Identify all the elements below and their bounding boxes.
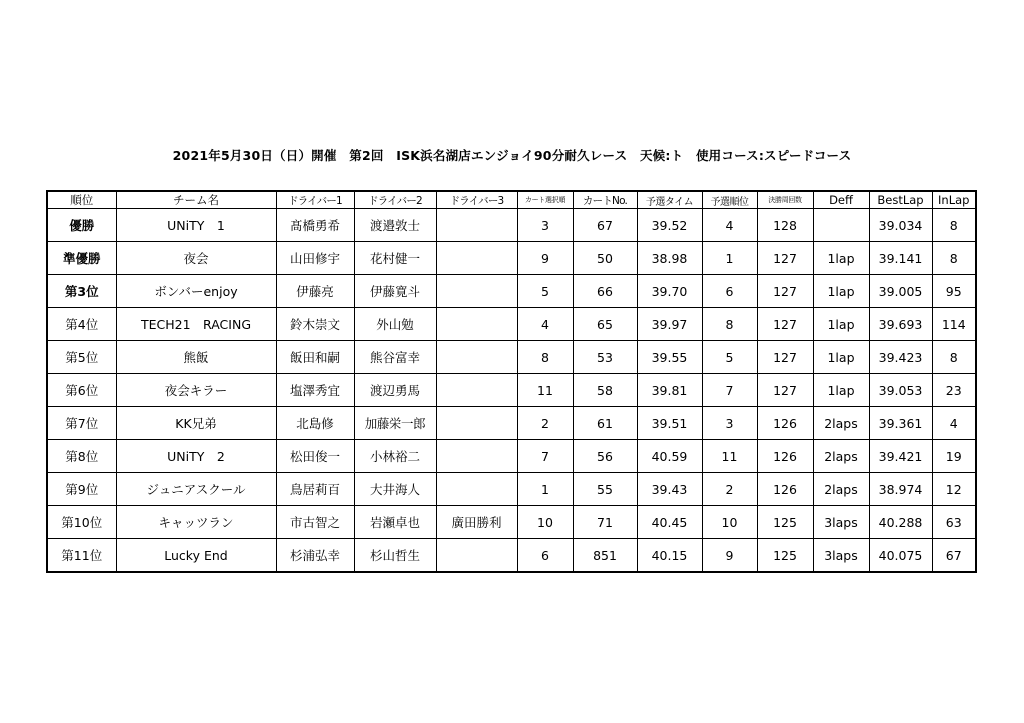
laps-cell: 126 <box>757 440 813 473</box>
driver2-cell: 加藤栄一郎 <box>354 407 436 440</box>
driver2-cell: 外山勉 <box>354 308 436 341</box>
driver1-cell: 伊藤亮 <box>276 275 354 308</box>
kart-no-cell: 58 <box>573 374 637 407</box>
driver3-cell <box>436 407 517 440</box>
inlap-cell: 8 <box>932 341 976 374</box>
team-cell: TECH21 RACING <box>116 308 276 341</box>
driver2-cell: 渡邉敦士 <box>354 209 436 242</box>
kart-order-cell: 2 <box>517 407 573 440</box>
laps-cell: 126 <box>757 473 813 506</box>
driver1-cell: 松田俊一 <box>276 440 354 473</box>
rank-cell: 準優勝 <box>47 242 116 275</box>
driver2-cell: 大井海人 <box>354 473 436 506</box>
kart-no-cell: 56 <box>573 440 637 473</box>
qual-time-cell: 39.70 <box>637 275 702 308</box>
kart-order-cell: 5 <box>517 275 573 308</box>
inlap-cell: 23 <box>932 374 976 407</box>
header-diff: Deff <box>813 191 869 209</box>
header-kart-no: カートNo. <box>573 191 637 209</box>
inlap-cell: 63 <box>932 506 976 539</box>
kart-no-cell: 66 <box>573 275 637 308</box>
driver3-cell <box>436 308 517 341</box>
driver3-cell <box>436 341 517 374</box>
driver3-cell <box>436 242 517 275</box>
rank-cell: 第9位 <box>47 473 116 506</box>
driver1-cell: 飯田和嗣 <box>276 341 354 374</box>
driver2-cell: 渡辺勇馬 <box>354 374 436 407</box>
driver1-cell: 市古智之 <box>276 506 354 539</box>
header-rank: 順位 <box>47 191 116 209</box>
driver2-cell: 岩瀬卓也 <box>354 506 436 539</box>
qual-time-cell: 39.97 <box>637 308 702 341</box>
driver2-cell: 伊藤寛斗 <box>354 275 436 308</box>
kart-no-cell: 71 <box>573 506 637 539</box>
bestlap-cell: 40.288 <box>869 506 932 539</box>
driver1-cell: 杉浦弘幸 <box>276 539 354 573</box>
laps-cell: 127 <box>757 242 813 275</box>
laps-cell: 127 <box>757 308 813 341</box>
bestlap-cell: 39.423 <box>869 341 932 374</box>
inlap-cell: 8 <box>932 209 976 242</box>
table-row <box>47 275 976 308</box>
kart-order-cell: 11 <box>517 374 573 407</box>
kart-order-cell: 3 <box>517 209 573 242</box>
driver3-cell <box>436 473 517 506</box>
inlap-cell: 95 <box>932 275 976 308</box>
header-driver-2: ドライバー2 <box>354 191 436 209</box>
rank-cell: 第8位 <box>47 440 116 473</box>
table-row <box>47 209 976 242</box>
diff-cell: 2laps <box>813 407 869 440</box>
qual-rank-cell: 5 <box>702 341 757 374</box>
bestlap-cell: 39.693 <box>869 308 932 341</box>
team-cell: UNiTY 1 <box>116 209 276 242</box>
driver3-cell <box>436 275 517 308</box>
qual-rank-cell: 7 <box>702 374 757 407</box>
rank-cell: 優勝 <box>47 209 116 242</box>
team-cell: ジュニアスクール <box>116 473 276 506</box>
kart-order-cell: 7 <box>517 440 573 473</box>
bestlap-cell: 40.075 <box>869 539 932 573</box>
laps-cell: 128 <box>757 209 813 242</box>
rank-cell: 第10位 <box>47 506 116 539</box>
header-team: チーム名 <box>116 191 276 209</box>
kart-order-cell: 1 <box>517 473 573 506</box>
laps-cell: 127 <box>757 341 813 374</box>
rank-cell: 第11位 <box>47 539 116 573</box>
header-qual-rank: 予選順位 <box>702 191 757 209</box>
bestlap-cell: 39.141 <box>869 242 932 275</box>
team-cell: UNiTY 2 <box>116 440 276 473</box>
table-row <box>47 539 976 573</box>
qual-time-cell: 39.81 <box>637 374 702 407</box>
team-cell: キャッツラン <box>116 506 276 539</box>
driver2-cell: 熊谷富幸 <box>354 341 436 374</box>
qual-time-cell: 39.55 <box>637 341 702 374</box>
kart-no-cell: 65 <box>573 308 637 341</box>
team-cell: KK兄弟 <box>116 407 276 440</box>
table-row <box>47 341 976 374</box>
rank-cell: 第5位 <box>47 341 116 374</box>
qual-time-cell: 39.43 <box>637 473 702 506</box>
driver3-cell: 廣田勝利 <box>436 506 517 539</box>
table-row <box>47 440 976 473</box>
kart-no-cell: 50 <box>573 242 637 275</box>
driver3-cell <box>436 374 517 407</box>
results-table <box>46 190 977 573</box>
kart-order-cell: 9 <box>517 242 573 275</box>
table-row <box>47 473 976 506</box>
header-qual-time: 予選タイム <box>637 191 702 209</box>
header-driver-3: ドライバー3 <box>436 191 517 209</box>
qual-time-cell: 40.45 <box>637 506 702 539</box>
team-cell: 夜会 <box>116 242 276 275</box>
qual-rank-cell: 10 <box>702 506 757 539</box>
kart-no-cell: 851 <box>573 539 637 573</box>
driver2-cell: 花村健一 <box>354 242 436 275</box>
driver1-cell: 塩澤秀宜 <box>276 374 354 407</box>
kart-order-cell: 6 <box>517 539 573 573</box>
diff-cell: 3laps <box>813 506 869 539</box>
diff-cell: 3laps <box>813 539 869 573</box>
header-row <box>47 191 976 209</box>
laps-cell: 126 <box>757 407 813 440</box>
diff-cell <box>813 209 869 242</box>
driver1-cell: 北島修 <box>276 407 354 440</box>
rank-cell: 第6位 <box>47 374 116 407</box>
diff-cell: 2laps <box>813 440 869 473</box>
laps-cell: 125 <box>757 506 813 539</box>
inlap-cell: 114 <box>932 308 976 341</box>
qual-rank-cell: 6 <box>702 275 757 308</box>
table-row <box>47 308 976 341</box>
driver1-cell: 髙橋勇希 <box>276 209 354 242</box>
qual-rank-cell: 9 <box>702 539 757 573</box>
header-inlap: InLap <box>932 191 976 209</box>
inlap-cell: 67 <box>932 539 976 573</box>
qual-rank-cell: 8 <box>702 308 757 341</box>
bestlap-cell: 39.034 <box>869 209 932 242</box>
qual-rank-cell: 11 <box>702 440 757 473</box>
driver2-cell: 小林裕二 <box>354 440 436 473</box>
page-title: 2021年5月30日（日）開催 第2回 ISK浜名湖店エンジョイ90分耐久レース 天候:ト 使用コース:スピードコース <box>172 148 852 163</box>
table-row <box>47 506 976 539</box>
qual-rank-cell: 4 <box>702 209 757 242</box>
qual-time-cell: 39.51 <box>637 407 702 440</box>
table-row <box>47 242 976 275</box>
inlap-cell: 19 <box>932 440 976 473</box>
header-laps: 決勝周回数 <box>757 191 813 209</box>
team-cell: 夜会キラー <box>116 374 276 407</box>
rank-cell: 第3位 <box>47 275 116 308</box>
qual-rank-cell: 3 <box>702 407 757 440</box>
bestlap-cell: 39.421 <box>869 440 932 473</box>
kart-no-cell: 67 <box>573 209 637 242</box>
driver3-cell <box>436 539 517 573</box>
kart-no-cell: 61 <box>573 407 637 440</box>
laps-cell: 127 <box>757 374 813 407</box>
driver1-cell: 鈴木崇文 <box>276 308 354 341</box>
driver3-cell <box>436 440 517 473</box>
bestlap-cell: 38.974 <box>869 473 932 506</box>
qual-time-cell: 40.15 <box>637 539 702 573</box>
header-bestlap: BestLap <box>869 191 932 209</box>
team-cell: Lucky End <box>116 539 276 573</box>
kart-no-cell: 55 <box>573 473 637 506</box>
rank-cell: 第4位 <box>47 308 116 341</box>
qual-time-cell: 39.52 <box>637 209 702 242</box>
diff-cell: 1lap <box>813 341 869 374</box>
rank-cell: 第7位 <box>47 407 116 440</box>
diff-cell: 1lap <box>813 308 869 341</box>
qual-time-cell: 40.59 <box>637 440 702 473</box>
inlap-cell: 4 <box>932 407 976 440</box>
bestlap-cell: 39.053 <box>869 374 932 407</box>
kart-order-cell: 8 <box>517 341 573 374</box>
driver2-cell: 杉山哲生 <box>354 539 436 573</box>
qual-rank-cell: 1 <box>702 242 757 275</box>
header-driver-1: ドライバー1 <box>276 191 354 209</box>
team-cell: 熊飯 <box>116 341 276 374</box>
diff-cell: 1lap <box>813 374 869 407</box>
diff-cell: 1lap <box>813 275 869 308</box>
bestlap-cell: 39.005 <box>869 275 932 308</box>
qual-time-cell: 38.98 <box>637 242 702 275</box>
kart-order-cell: 10 <box>517 506 573 539</box>
bestlap-cell: 39.361 <box>869 407 932 440</box>
driver1-cell: 鳥居莉百 <box>276 473 354 506</box>
laps-cell: 125 <box>757 539 813 573</box>
driver3-cell <box>436 209 517 242</box>
driver1-cell: 山田修宇 <box>276 242 354 275</box>
table-row <box>47 374 976 407</box>
laps-cell: 127 <box>757 275 813 308</box>
inlap-cell: 8 <box>932 242 976 275</box>
diff-cell: 1lap <box>813 242 869 275</box>
table-row <box>47 407 976 440</box>
kart-order-cell: 4 <box>517 308 573 341</box>
diff-cell: 2laps <box>813 473 869 506</box>
team-cell: ボンバーenjoy <box>116 275 276 308</box>
qual-rank-cell: 2 <box>702 473 757 506</box>
kart-no-cell: 53 <box>573 341 637 374</box>
header-kart-order: カート選択順 <box>517 191 573 209</box>
inlap-cell: 12 <box>932 473 976 506</box>
